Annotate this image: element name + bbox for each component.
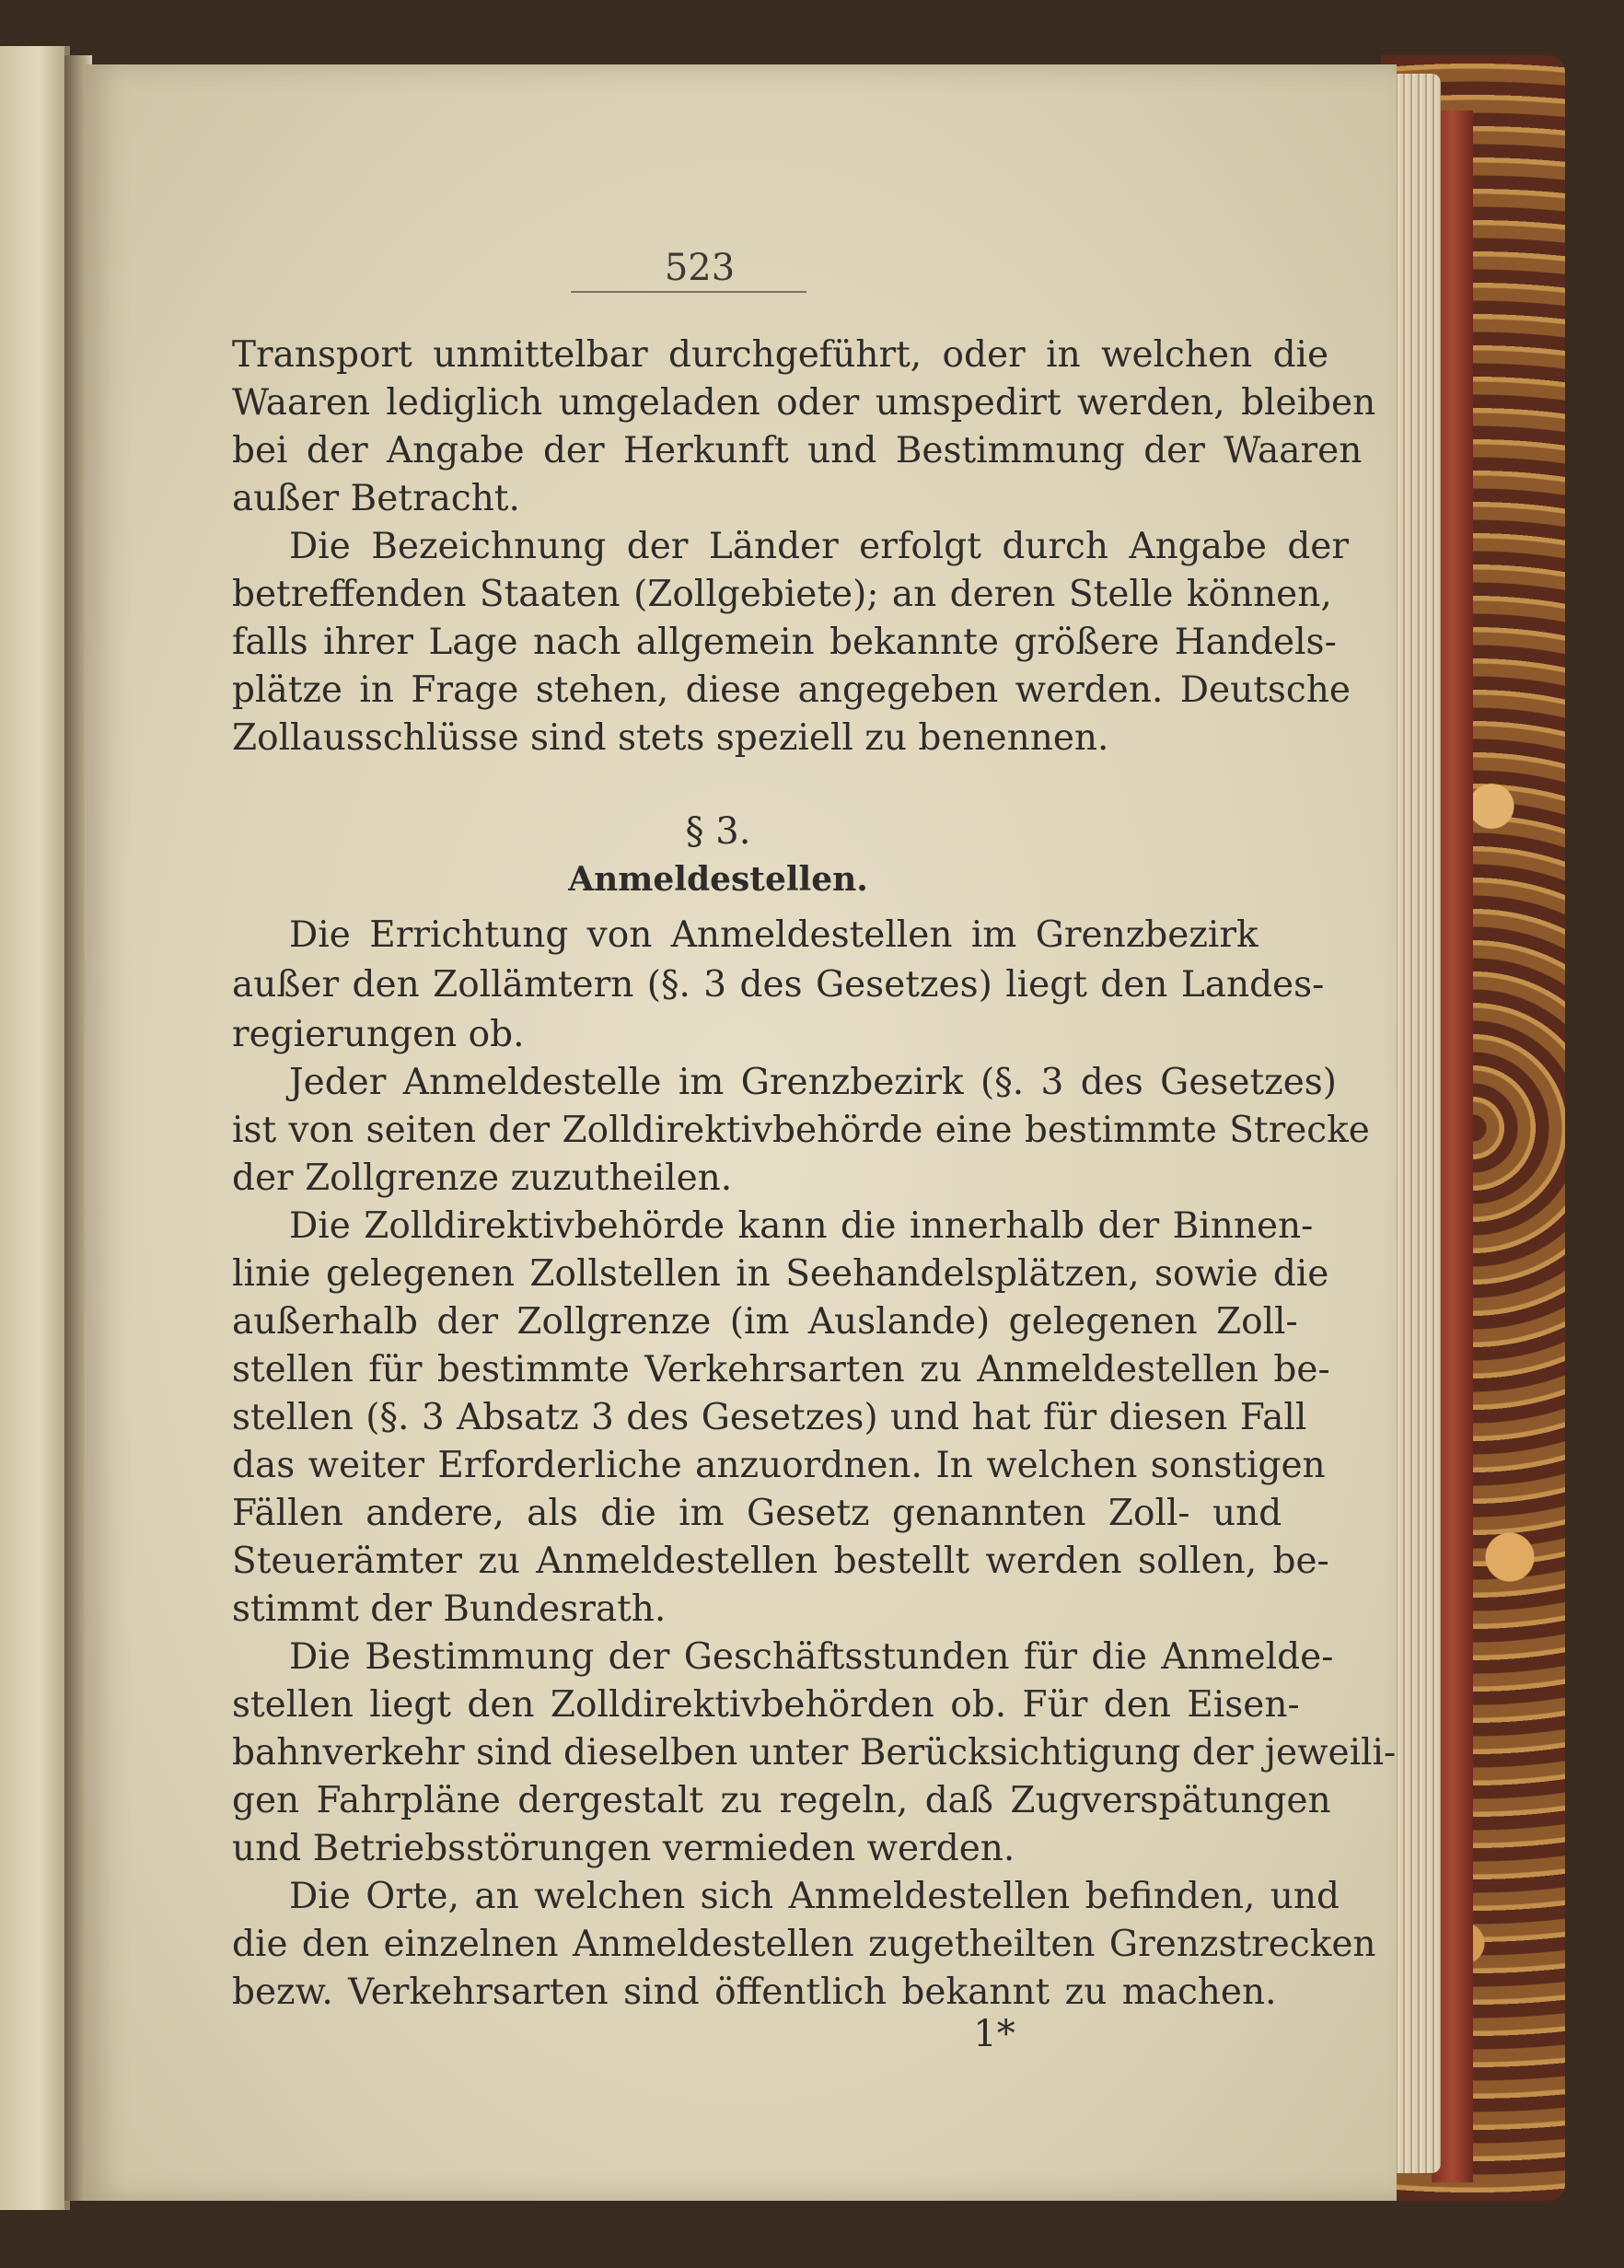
text-line: Fällen andere, als die im Gesetz genannten Zoll- und <box>232 1493 1282 1534</box>
text-line: das weiter Erforderliche anzuordnen. In welchen sonstigen <box>232 1445 1326 1486</box>
page-number: 523 <box>664 247 736 289</box>
text-line: und Betriebsstörungen vermieden werden. <box>232 1828 1015 1869</box>
signature-mark: 1* <box>973 2013 1015 2055</box>
text-line: der Zollgrenze zuzutheilen. <box>232 1157 733 1199</box>
text-line: außer den Zollämtern (§. 3 des Gesetzes) liegt den Landes- <box>232 964 1325 1006</box>
text-line: plätze in Frage stehen, diese angegeben werden. Deutsche <box>232 669 1351 711</box>
facing-page <box>0 46 70 2210</box>
text-line: Die Errichtung von Anmeldestellen im Grenzbezirk <box>289 914 1259 956</box>
text-line: Die Bestimmung der Geschäftsstunden für die Anmelde- <box>289 1636 1334 1678</box>
text-line: stimmt der Bundesrath. <box>232 1588 667 1630</box>
text-line: gen Fahrpläne dergestalt zu regeln, daß Zugverspätungen <box>232 1780 1331 1821</box>
text-line: Jeder Anmeldestelle im Grenzbezirk (§. 3 des Gesetzes) <box>289 1062 1338 1103</box>
text-line: außerhalb der Zollgrenze (im Auslande) gelegenen Zoll- <box>232 1301 1298 1343</box>
text-line: bezw. Verkehrsarten sind öffentlich bekannt zu machen. <box>232 1971 1277 2013</box>
text-line: stellen (§. 3 Absatz 3 des Gesetzes) und hat für diesen Fall <box>232 1397 1307 1438</box>
text-line: Transport unmittelbar durchgeführt, oder in welchen die <box>232 334 1329 376</box>
section-title: Anmeldestellen. <box>568 860 868 899</box>
text-line: ist von seiten der Zolldirektivbehörde eine bestimmte Strecke <box>232 1110 1370 1151</box>
text-line: falls ihrer Lage nach allgemein bekannte größere Handels- <box>232 622 1337 663</box>
text-line: linie gelegenen Zollstellen in Seehandelsplätzen, sowie die <box>232 1253 1329 1295</box>
text-line: stellen für bestimmte Verkehrsarten zu Anmeldestellen be- <box>232 1349 1330 1390</box>
text-line: bahnverkehr sind dieselben unter Berücksichtigung der jeweili- <box>232 1732 1397 1774</box>
text-line: Die Zolldirektivbehörde kann die innerhalb der Binnen- <box>289 1205 1314 1247</box>
header-rule <box>571 291 806 293</box>
section-number: § 3. <box>685 810 751 853</box>
text-line: Steuerämter zu Anmeldestellen bestellt werden sollen, be- <box>232 1541 1329 1582</box>
text-line: außer Betracht. <box>232 478 520 519</box>
text-line: Waaren lediglich umgeladen oder umspedirt werden, bleiben <box>232 382 1376 424</box>
text-line: betreffenden Staaten (Zollgebiete); an deren Stelle können, <box>232 574 1332 615</box>
text-line: Die Bezeichnung der Länder erfolgt durch Angabe der <box>289 526 1350 567</box>
text-line: Die Orte, an welchen sich Anmeldestellen befinden, und <box>289 1876 1340 1917</box>
text-line: stellen liegt den Zolldirektivbehörden ob. Für den Eisen- <box>232 1684 1300 1726</box>
text-line: die den einzelnen Anmeldestellen zugetheilten Grenzstrecken <box>232 1924 1376 1965</box>
text-line: regierungen ob. <box>232 1014 525 1055</box>
text-line: Zollausschlüsse sind stets speziell zu benennen. <box>232 717 1109 759</box>
text-line: bei der Angabe der Herkunft und Bestimmung der Waaren <box>232 430 1363 471</box>
